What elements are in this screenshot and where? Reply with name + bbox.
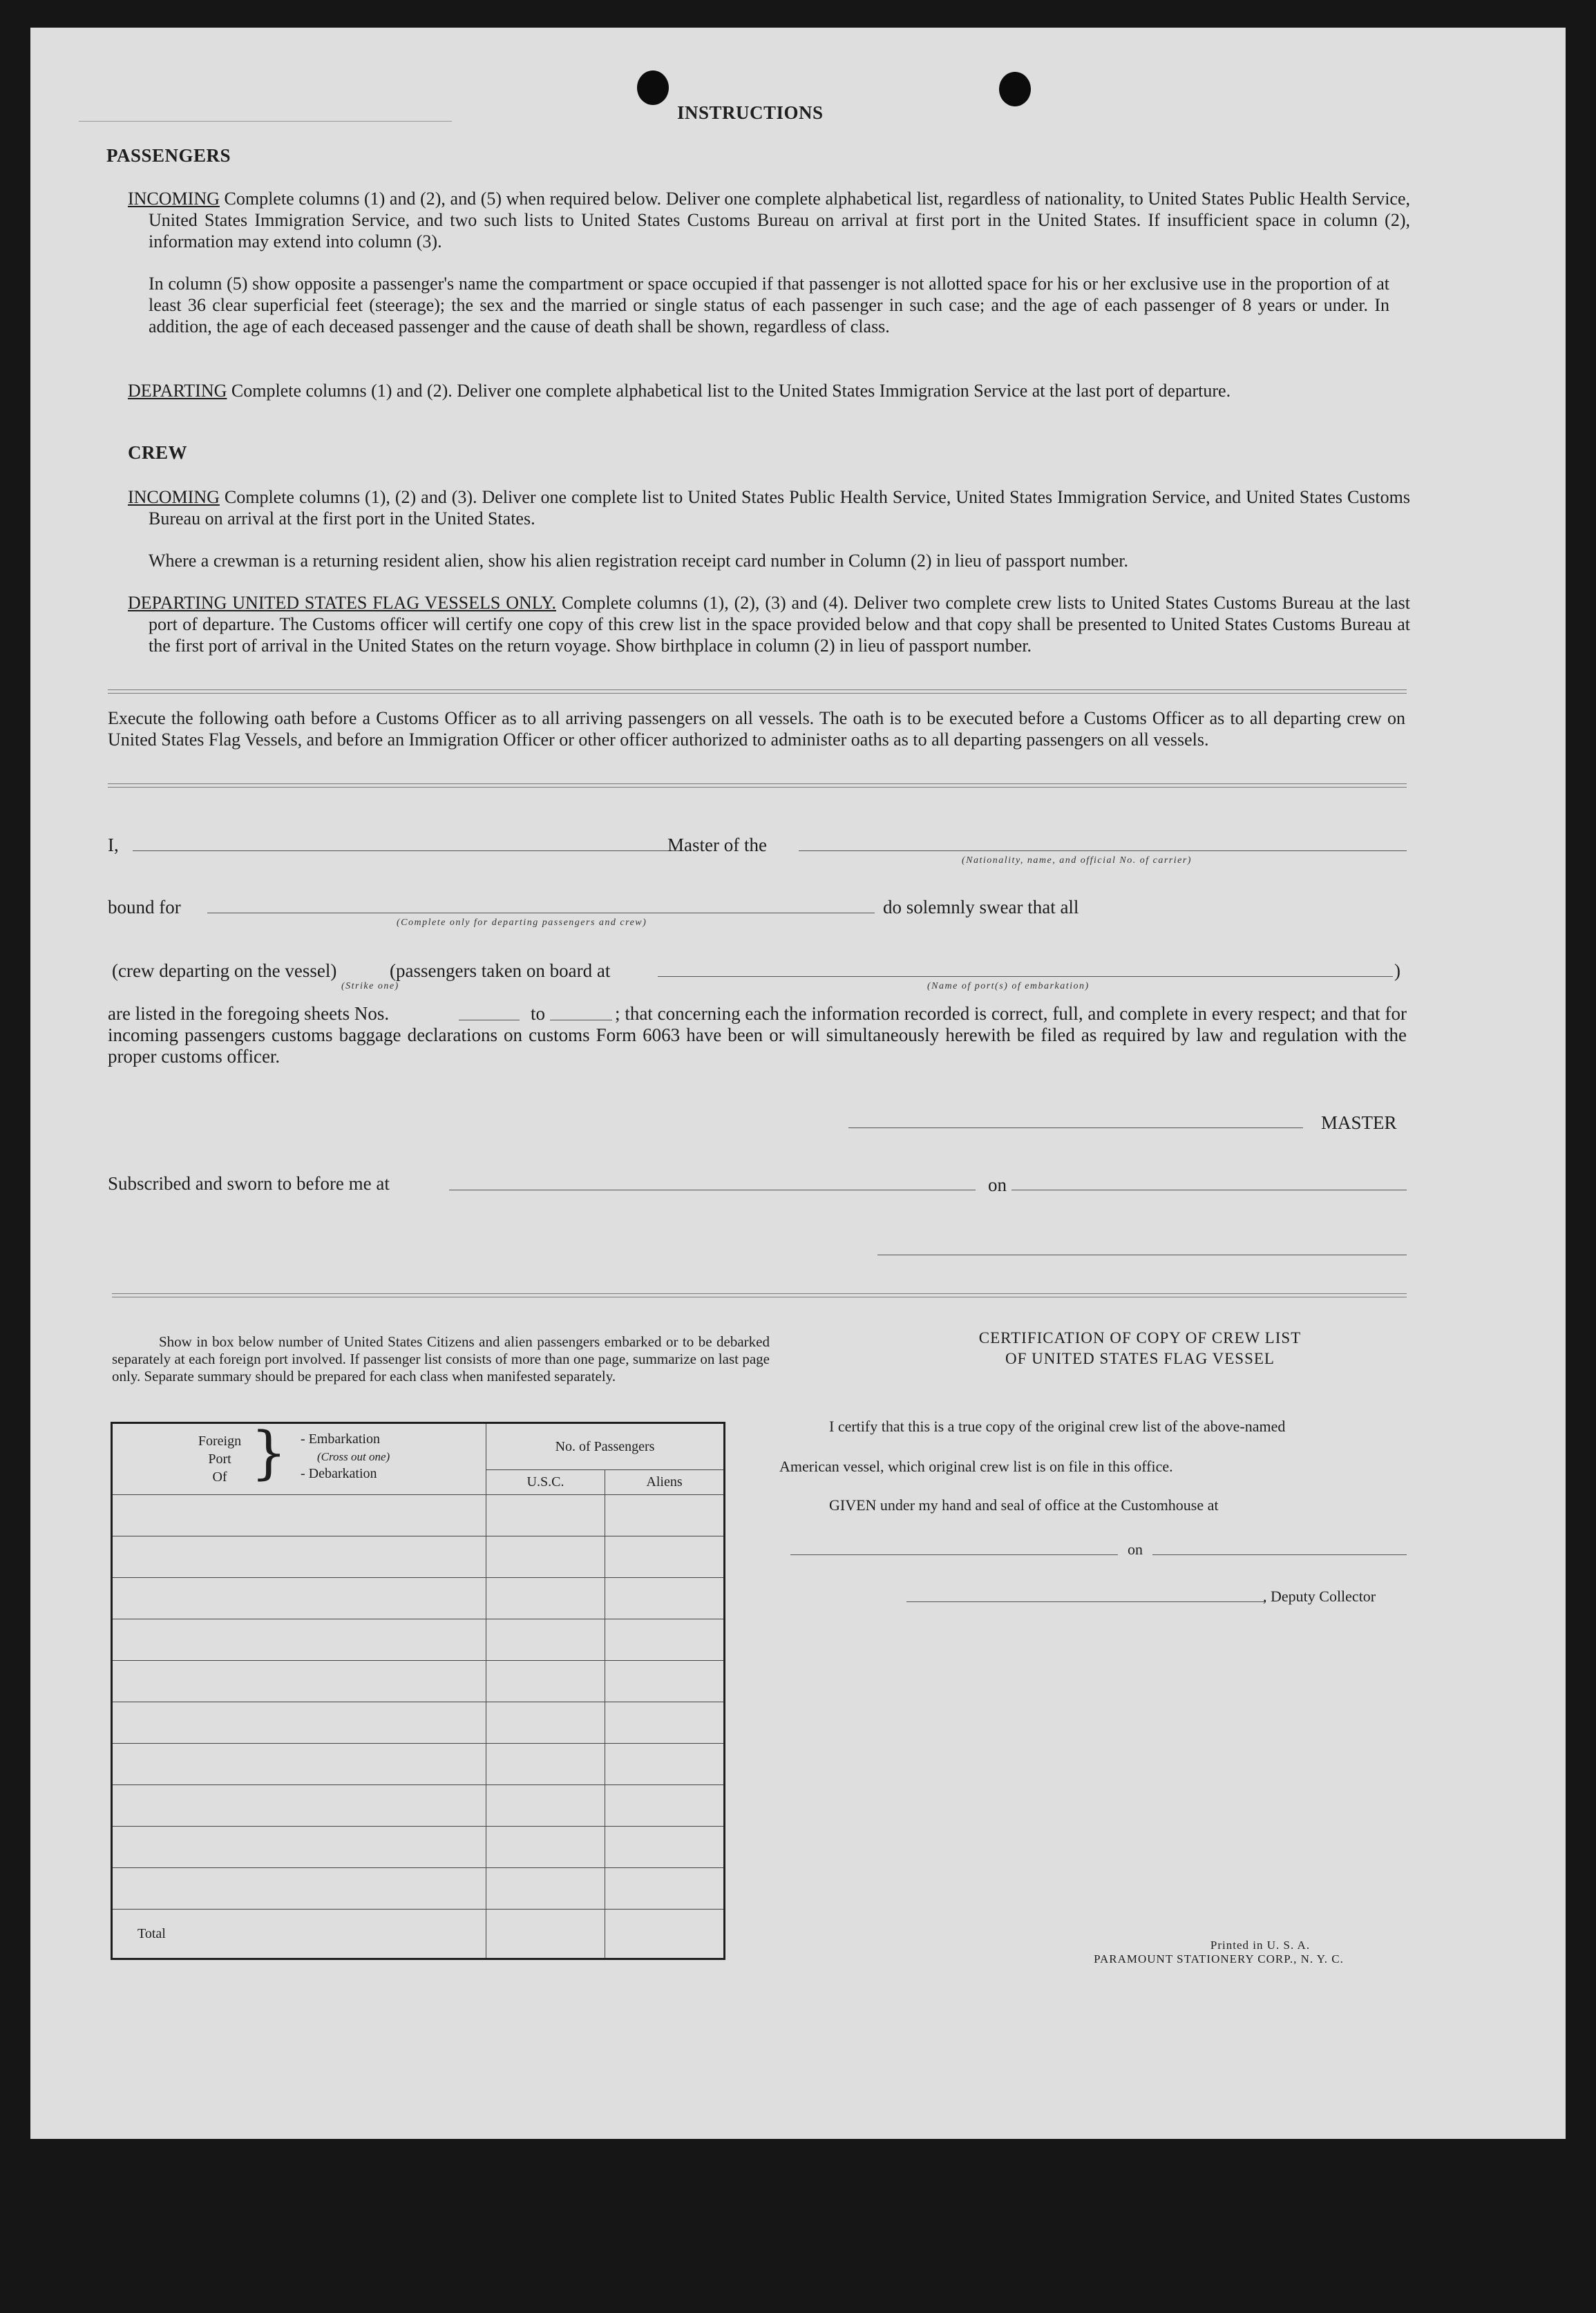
certify-line-2: American vessel, which original crew list is on file in this office. — [779, 1458, 1173, 1475]
passenger-summary-table — [111, 1422, 725, 1960]
no-passengers-header: No. of Passengers — [486, 1423, 725, 1470]
table-row — [112, 1619, 725, 1661]
instructions-title: INSTRUCTIONS — [677, 102, 824, 123]
crew-incoming-paragraph — [128, 486, 1410, 529]
aliens-header: Aliens — [605, 1470, 725, 1495]
ports-line[interactable] — [658, 976, 1393, 977]
carrier-line[interactable] — [799, 850, 1407, 851]
crew-departing-paragraph — [128, 592, 1410, 656]
port-label: Port — [208, 1451, 231, 1467]
close-paren: ) — [1394, 960, 1400, 981]
master-label: MASTER — [1321, 1112, 1397, 1133]
carrier-caption: (Nationality, name, and official No. of carrier) — [962, 855, 1192, 866]
usc-cell[interactable] — [486, 1785, 605, 1827]
listed-label: are listed in the foregoing sheets Nos. — [108, 1003, 390, 1024]
ports-caption: (Name of port(s) of embarkation) — [927, 981, 1090, 991]
passengers-heading: PASSENGERS — [106, 145, 231, 166]
certify-on-label: on — [1128, 1541, 1143, 1558]
strike-caption: (Strike one) — [341, 981, 399, 991]
aliens-cell[interactable] — [605, 1578, 725, 1619]
table-row — [112, 1868, 725, 1910]
master-of-the-label: Master of the — [667, 835, 767, 855]
passengers-incoming-text: Complete columns (1) and (2), and (5) when required below. Deliver one complete alphabetical list, regardless of nationality, to United States Public Health Service, United States Immigration Service, and two such lists to United States Customs Bureau on arrival at first port in the United States. If insufficient space in column (2), information may extend into column (3). — [149, 189, 1410, 251]
usc-cell[interactable] — [486, 1536, 605, 1578]
port-cell[interactable] — [112, 1661, 486, 1702]
crew-departing-text: Complete columns (1), (2), (3) and (4). Deliver two complete crew lists to United States Customs Bureau at the last port of departure. The Customs officer will certify one copy of this crew list in the space provided below and that copy shall be presented to United States Customs Bureau at the first port of arrival in the United States on the return voyage. Show birthplace in column (2) in lieu of passport number. — [149, 593, 1410, 656]
oath-statement: ; that concerning each the information recorded is correct, full, and complete in every respect; and that for incoming passengers customs baggage declarations on customs Form 6063 have been or will simultaneously herewith be filed as required by law and regulation with the proper customs officer. — [108, 1003, 1407, 1067]
usc-cell[interactable] — [486, 1744, 605, 1785]
form-sheet — [30, 28, 1566, 2139]
aliens-cell[interactable] — [605, 1619, 725, 1661]
printer-imprint — [1011, 1939, 1426, 1966]
usc-cell[interactable] — [486, 1868, 605, 1910]
passengers-taken-option: (passengers taken on board at — [390, 960, 611, 981]
faded-line — [79, 121, 452, 122]
double-rule — [108, 783, 1407, 788]
subscribed-label: Subscribed and sworn to before me at — [108, 1173, 390, 1194]
punch-hole-left — [637, 70, 669, 105]
embarkation-option[interactable]: - Embarkation — [301, 1431, 380, 1447]
table-row — [112, 1744, 725, 1785]
usc-cell[interactable] — [486, 1495, 605, 1536]
port-cell[interactable] — [112, 1868, 486, 1910]
port-cell[interactable] — [112, 1744, 486, 1785]
aliens-cell[interactable] — [605, 1495, 725, 1536]
deputy-collector-label: , Deputy Collector — [1263, 1588, 1376, 1605]
customhouse-line[interactable] — [790, 1554, 1118, 1555]
embark-options — [301, 1431, 390, 1483]
printer-name: PARAMOUNT STATIONERY CORP., N. Y. C. — [1094, 1952, 1344, 1965]
of-label: Of — [212, 1469, 227, 1485]
aliens-cell[interactable] — [605, 1661, 725, 1702]
crew-alien-paragraph: Where a crewman is a returning resident alien, show his alien registration receipt card number in Column (2) in lieu of passport number. — [149, 551, 1129, 571]
foreign-port-of — [189, 1432, 251, 1486]
usc-cell[interactable] — [486, 1619, 605, 1661]
bound-for-label: bound for — [108, 897, 181, 917]
punch-hole-right — [999, 72, 1031, 106]
passengers-column5-paragraph: In column (5) show opposite a passenger's name the compartment or space occupied if that passenger is not allotted space for his or her exclusive use in the proportion of at least 36 clear superficial feet (steerage); the sex and the married or single status of each passenger in such case; and the age of each passenger of 8 years or under. In addition, the age of each deceased passenger and the cause of death shall be shown, regardless of class. — [149, 274, 1389, 336]
crew-departing-option: (crew departing on the vessel) — [112, 960, 337, 981]
aliens-cell[interactable] — [605, 1785, 725, 1827]
port-cell[interactable] — [112, 1702, 486, 1744]
passengers-departing-paragraph — [128, 380, 1410, 401]
listed-to-label: to — [531, 1003, 546, 1024]
table-row — [112, 1536, 725, 1578]
master-signature-line[interactable] — [848, 1127, 1303, 1128]
port-header-cell — [112, 1420, 486, 1495]
bound-caption: (Complete only for departing passengers and crew) — [397, 917, 647, 928]
sworn-on-label: on — [988, 1174, 1007, 1195]
aliens-cell[interactable] — [605, 1744, 725, 1785]
total-usc-cell[interactable] — [486, 1910, 605, 1959]
crew-incoming-label: INCOMING — [128, 487, 220, 507]
certification-title-1: CERTIFICATION OF COPY OF CREW LIST — [978, 1329, 1302, 1346]
usc-cell[interactable] — [486, 1702, 605, 1744]
port-cell[interactable] — [112, 1495, 486, 1536]
usc-cell[interactable] — [486, 1661, 605, 1702]
master-name-line[interactable] — [133, 850, 684, 851]
brace-icon: } — [251, 1420, 287, 1486]
total-label: Total — [112, 1910, 486, 1959]
aliens-cell[interactable] — [605, 1536, 725, 1578]
oath-instructions: Execute the following oath before a Customs Officer as to all arriving passengers on all vessels. The oath is to be executed before a Customs Officer as to all departing crew on United States Flag Vessels, and before an Immigration Officer or other officer authorized to administer oaths as to all departing passengers on all vessels. — [108, 708, 1405, 750]
port-cell[interactable] — [112, 1536, 486, 1578]
port-cell[interactable] — [112, 1619, 486, 1661]
aliens-cell[interactable] — [605, 1868, 725, 1910]
certification-title — [783, 1328, 1497, 1369]
table-row — [112, 1578, 725, 1619]
passengers-departing-text: Complete columns (1) and (2). Deliver one complete alphabetical list to the United States Immigration Service at the last port of departure. — [227, 381, 1231, 401]
port-cell[interactable] — [112, 1827, 486, 1868]
incoming-label: INCOMING — [128, 189, 220, 209]
usc-cell[interactable] — [486, 1578, 605, 1619]
table-row — [112, 1827, 725, 1868]
double-rule — [108, 689, 1407, 694]
deputy-signature-line[interactable] — [906, 1601, 1266, 1602]
certify-line-1: I certify that this is a true copy of the original crew list of the above-named — [829, 1418, 1286, 1435]
passengers-incoming-paragraph — [128, 188, 1410, 252]
cross-out-note: (Cross out one) — [317, 1450, 390, 1463]
port-cell[interactable] — [112, 1785, 486, 1827]
oath-i-label: I, — [108, 835, 119, 855]
table-row — [112, 1661, 725, 1702]
usc-cell[interactable] — [486, 1827, 605, 1868]
port-cell[interactable] — [112, 1578, 486, 1619]
summary-note: Show in box below number of United States Citizens and alien passengers embarked or to be debarked separately at each foreign port involved. If passenger list consists of more than one page, summarize on last page only. Separate summary should be prepared for each class when manifested separately. — [112, 1333, 770, 1384]
swear-label: do solemnly swear that all — [883, 897, 1079, 917]
foreign-label: Foreign — [198, 1434, 242, 1449]
printed-in-usa: Printed in U. S. A. — [1210, 1939, 1311, 1952]
double-rule — [112, 1293, 1407, 1297]
total-aliens-cell[interactable] — [605, 1910, 725, 1959]
certify-line-3: GIVEN under my hand and seal of office at the Customhouse at — [829, 1496, 1219, 1514]
table-row — [112, 1702, 725, 1744]
usc-header: U.S.C. — [486, 1470, 605, 1495]
debarkation-option[interactable]: - Debarkation — [301, 1466, 377, 1481]
crew-heading: CREW — [128, 442, 188, 463]
crew-departing-label: DEPARTING UNITED STATES FLAG VESSELS ONLY. — [128, 593, 556, 613]
table-row — [112, 1495, 725, 1536]
departing-label: DEPARTING — [128, 381, 227, 401]
aliens-cell[interactable] — [605, 1702, 725, 1744]
aliens-cell[interactable] — [605, 1827, 725, 1868]
certification-title-2: OF UNITED STATES FLAG VESSEL — [1005, 1350, 1275, 1367]
table-row — [112, 1785, 725, 1827]
certify-date-line[interactable] — [1152, 1554, 1407, 1555]
crew-incoming-text: Complete columns (1), (2) and (3). Deliver one complete list to United States Public Health Service, United States Immigration Service, and United States Customs Bureau on arrival at the first port in the United States. — [149, 487, 1410, 529]
